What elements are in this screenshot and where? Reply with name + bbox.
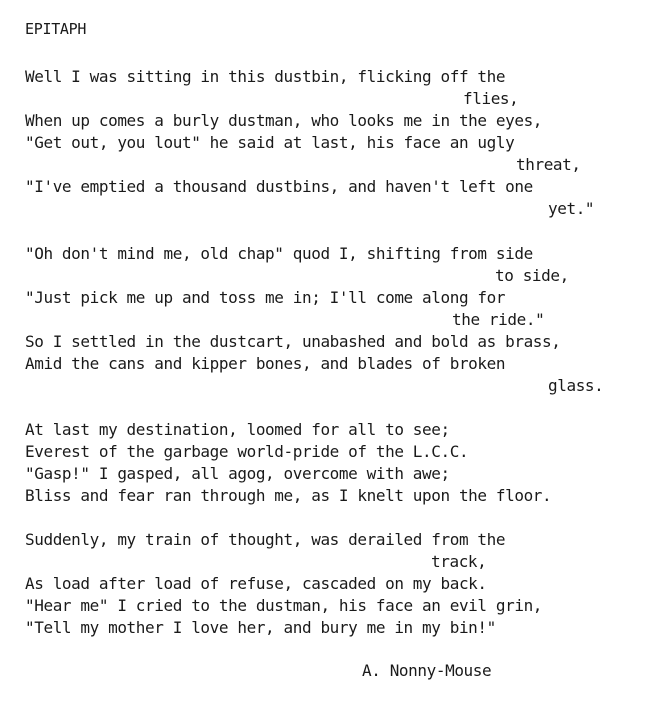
poem-line-continuation: yet." [548,199,595,218]
poem-line: So I settled in the dustcart, unabashed and bold as brass, [25,332,561,351]
poem-line-continuation: glass. [548,376,604,395]
poem-line-continuation: threat, [516,155,581,174]
poem-line: "I've emptied a thousand dustbins, and haven't left one [25,177,533,196]
poem-line-continuation: flies, [463,89,519,108]
author-signature: A. Nonny-Mouse [362,661,492,680]
poem-line: "Gasp!" I gasped, all agog, overcome with awe; [25,464,450,483]
poem-line-continuation: the ride." [452,310,545,329]
poem-line: "Just pick me up and toss me in; I'll come along for [25,288,506,307]
poem-line: Well I was sitting in this dustbin, flicking off the [25,67,506,86]
poem-title: EPITAPH [25,20,87,38]
poem-line: Everest of the garbage world-pride of the L.C.C. [25,442,469,461]
poem-line: Suddenly, my train of thought, was derailed from the [25,530,506,549]
poem-line: "Get out, you lout" he said at last, his face an ugly [25,133,515,152]
poem-line-continuation: to side, [495,266,569,285]
poem-line: "Hear me" I cried to the dustman, his face an evil grin, [25,596,543,615]
poem-line: When up comes a burly dustman, who looks me in the eyes, [25,111,543,130]
poem-line: As load after load of refuse, cascaded on my back. [25,574,487,593]
poem-line: Bliss and fear ran through me, as I knelt upon the floor. [25,486,552,505]
poem-line: Amid the cans and kipper bones, and blades of broken [25,354,506,373]
poem-line-continuation: track, [431,552,487,571]
poem-line: "Oh don't mind me, old chap" quod I, shifting from side [25,244,533,263]
poem-line: "Tell my mother I love her, and bury me in my bin!" [25,618,496,637]
poem-line: At last my destination, loomed for all to see; [25,420,450,439]
